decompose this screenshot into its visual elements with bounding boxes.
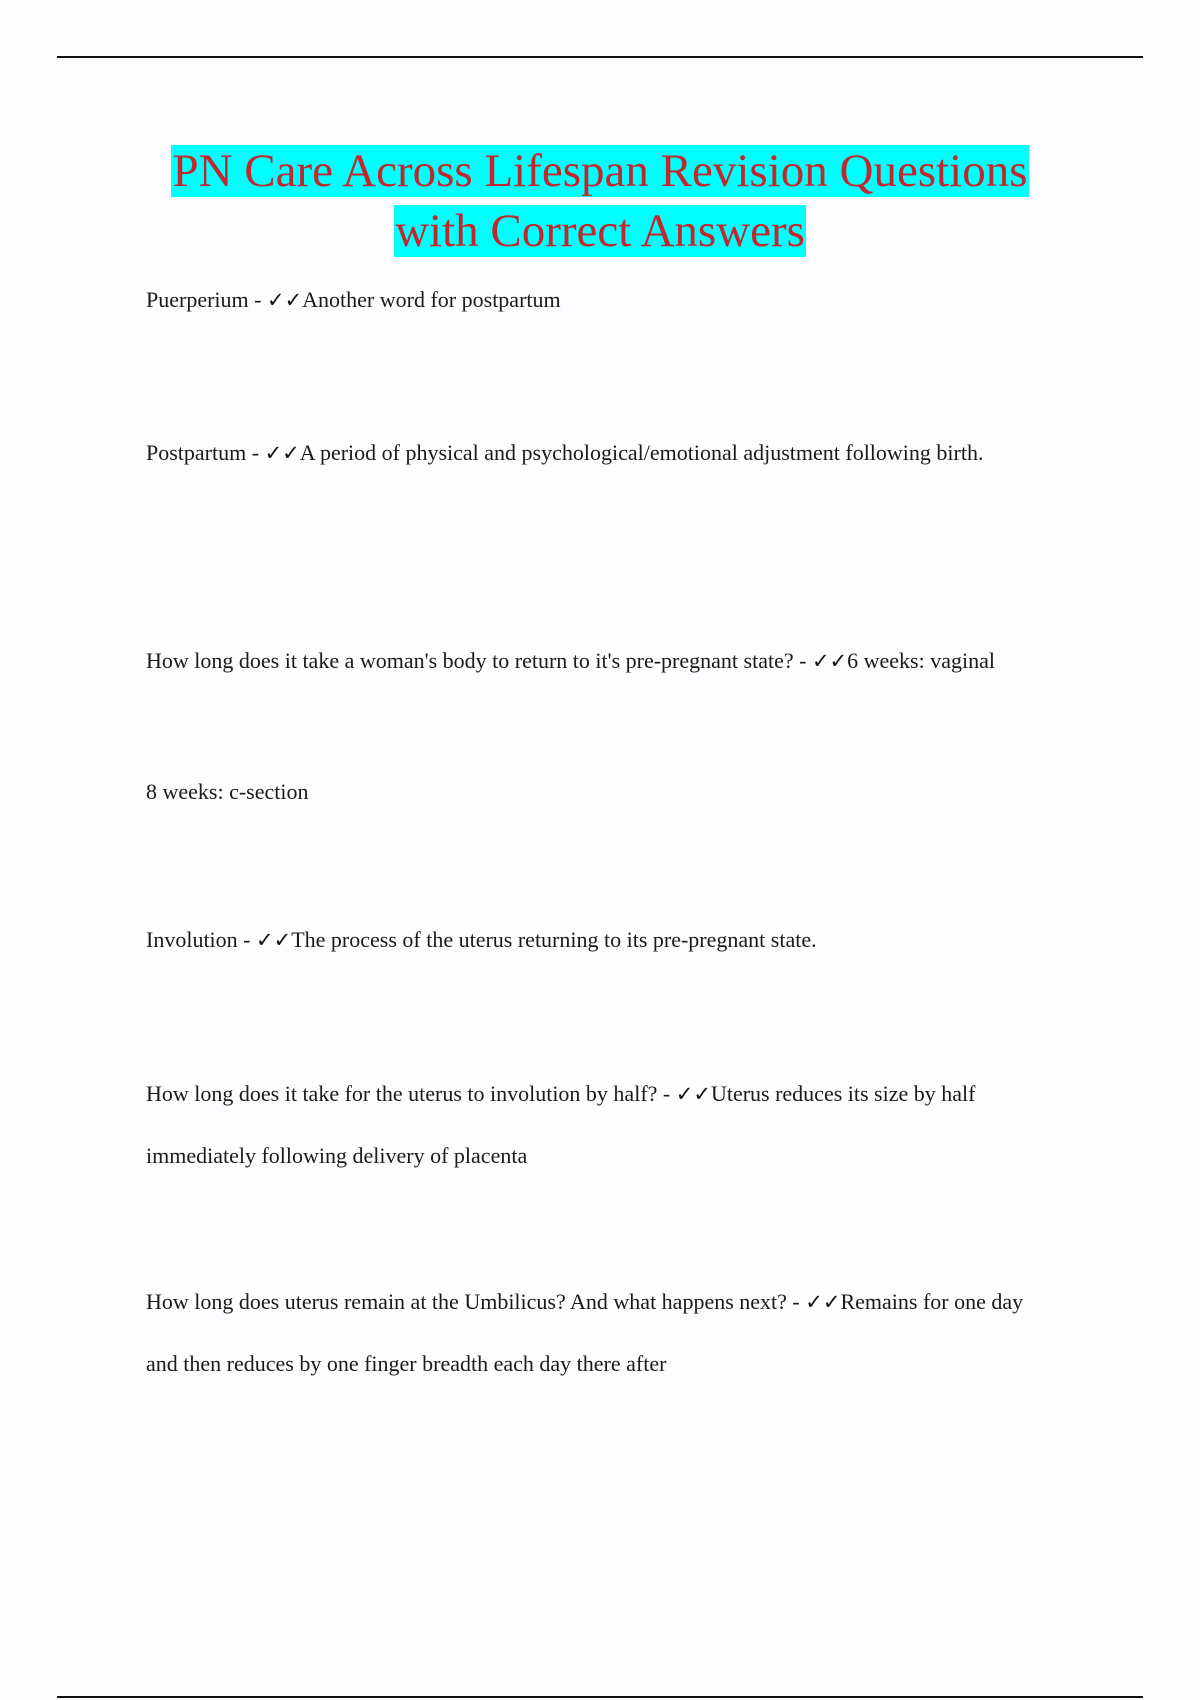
answer-text: A period of physical and psychological/emotional adjustment following birth. [299,440,984,465]
qa-item [146,630,1046,692]
question-text: How long does uterus remain at the Umbilicus? And what happens next? - [146,1289,806,1314]
answer-text: Uterus reduces its size by half immediately following delivery of placenta [146,1081,976,1168]
double-check-icon: ✓✓ [805,1290,841,1314]
qa-item [146,422,1046,484]
double-check-icon: ✓✓ [266,288,303,312]
footer-rule [57,1696,1143,1698]
question-text: How long does it take for the uterus to involution by half? - [146,1081,676,1106]
header-rule [57,56,1143,58]
document-title [0,141,1200,261]
qa-item [146,1271,1046,1394]
title-line-2: with Correct Answers [395,205,805,257]
answer-text: Remains for one day and then reduces by one finger breadth each day there after [146,1289,1024,1376]
double-check-icon: ✓✓ [264,441,300,465]
double-check-icon: ✓✓ [675,1082,711,1106]
double-check-icon: ✓✓ [811,649,848,673]
question-text: How long does it take a woman's body to return to it's pre-pregnant state? - [146,648,812,673]
double-check-icon: ✓✓ [256,928,292,952]
qa-item [146,1063,1046,1186]
qa-item [146,269,1046,331]
answer-extra-line: 8 weeks: c-section [146,779,309,804]
question-text: Postpartum - [146,440,265,465]
qa-item [146,909,1046,971]
question-text: Puerperium - [146,287,267,312]
title-line-1: PN Care Across Lifespan Revision Questions [172,145,1028,197]
question-text: Involution - [146,927,256,952]
answer-text: 6 weeks: vaginal [847,648,995,673]
answer-text: The process of the uterus returning to its pre-pregnant state. [291,927,817,952]
answer-text: Another word for postpartum [302,287,561,312]
